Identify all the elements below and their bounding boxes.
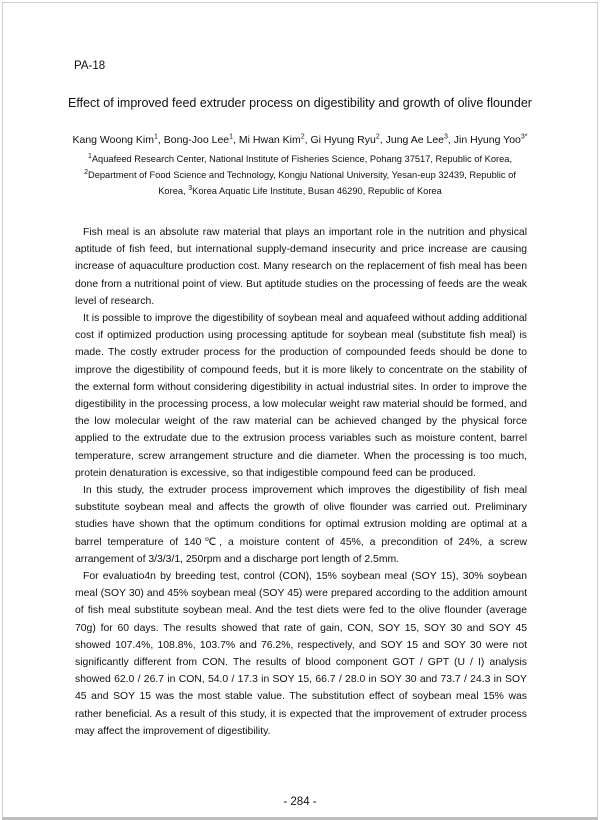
author: Gi Hyung Ryu$^2$, [310,133,386,146]
affiliation-list [70,151,530,199]
author: Jin Hyung Yoo$^{3*}$ [453,133,528,146]
page-number: - 284 - [283,796,317,808]
author: Jung Ae Lee$^3$, [385,133,454,146]
author: Bong-Joo Lee$^1$, [163,133,239,146]
author: Kang Woong Kim$^1$, [72,133,164,146]
abstract-paragraph: Fish meal is an absolute raw material that plays an important role in the nutrition and physical aptitude of fish feed, but international supply-demand insecurity and price increase are causing increase of aquaculture production cost. Many research on the replacement of fish meal has been done from a nutritional point of view. But aptitude studies on the processing of feeds are the weak level of research. [75,227,527,307]
paper-title: Effect of improved feed extruder process on digestibility and growth of olive flounder [68,96,532,110]
author: Mi Hwan Kim$^2$, [238,133,311,146]
affiliation: Korea, $^3$Korea Aquatic Life Institute, Busan 46290, Republic of Korea [158,184,442,196]
abstract-paragraph: In this study, the extruder process improvement which improves the digestibility of fish meal substitute soybean meal and affects the growth of olive flounder was carried out. Preliminary studies have shown that the optimum conditions for optimal extrusion molding are optimal at a barrel temperature of 140℃, a moisture content of 45%, a precondition of 24%, a screw arrangement of 3/3/3/1, 250rpm and a discharge port length of 2.5mm. [75,485,527,565]
affiliation: $^1$Aquafeed Research Center, National Institute of Fisheries Science, Pohang 37517, Republic of Korea, [87,152,513,164]
abstract-paragraph: It is possible to improve the digestibility of soybean meal and aquafeed without adding additional cost if optimized production using processing aptitude for soybean meal (substitute fish meal) is made. The costly extruder process for the production of compounded feeds should be done to improve the digestibility of compound feeds, but it is more likely to concentrate on the stability of the external form without considering digestibility in actual industrial sites. In order to improve the digestibility in the processing process, a low molecular weight raw material should be formed, and the low molecular weight of the raw material can be achieved changed by the physical force applied to the extrudate due to the extrusion process variables such as moisture content, barrel temperature, screw arrangement structure and die diameter. When the processing is too much, protein denaturation is excessive, so that indigestible compound feed can be produced. [75,313,527,479]
abstract-paragraph: For evaluatio4n by breeding test, control (CON), 15% soybean meal (SOY 15), 30% soybean meal (SOY 30) and 45% soybean meal (SOY 45) were prepared according to the addition amount of fish meal substitute soybean meal. And the test diets were fed to the olive flounder (average 70g) for 60 days. The results showed that rate of gain, CON, SOY 15, SOY 30 and SOY 45 showed 107.4%, 108.8%, 103.7% and 76.2%, respectively, and SOY 15 and SOY 30 were not significantly different from CON. The results of blood component GOT / GPT (U / I) analysis showed 62.0 / 26.7 in CON, 54.0 / 17.3 in SOY 15, 66.7 / 28.0 in SOY 30 and 73.7 / 24.3 in SOY 45 and SOY 15 was the most stable value. The substitution effect of soybean meal 15% was rather beneficial. As a result of this study, it is expected that the improvement of extruder process may affect the improvement of digestibility. [75,571,527,737]
abstract-body [75,224,527,740]
author-list [40,134,560,146]
abstract-code: PA-18 [74,60,106,72]
affiliation: $^2$Department of Food Science and Technology, Kongju National University, Yesan-eup 32439, Republic of [84,168,516,180]
